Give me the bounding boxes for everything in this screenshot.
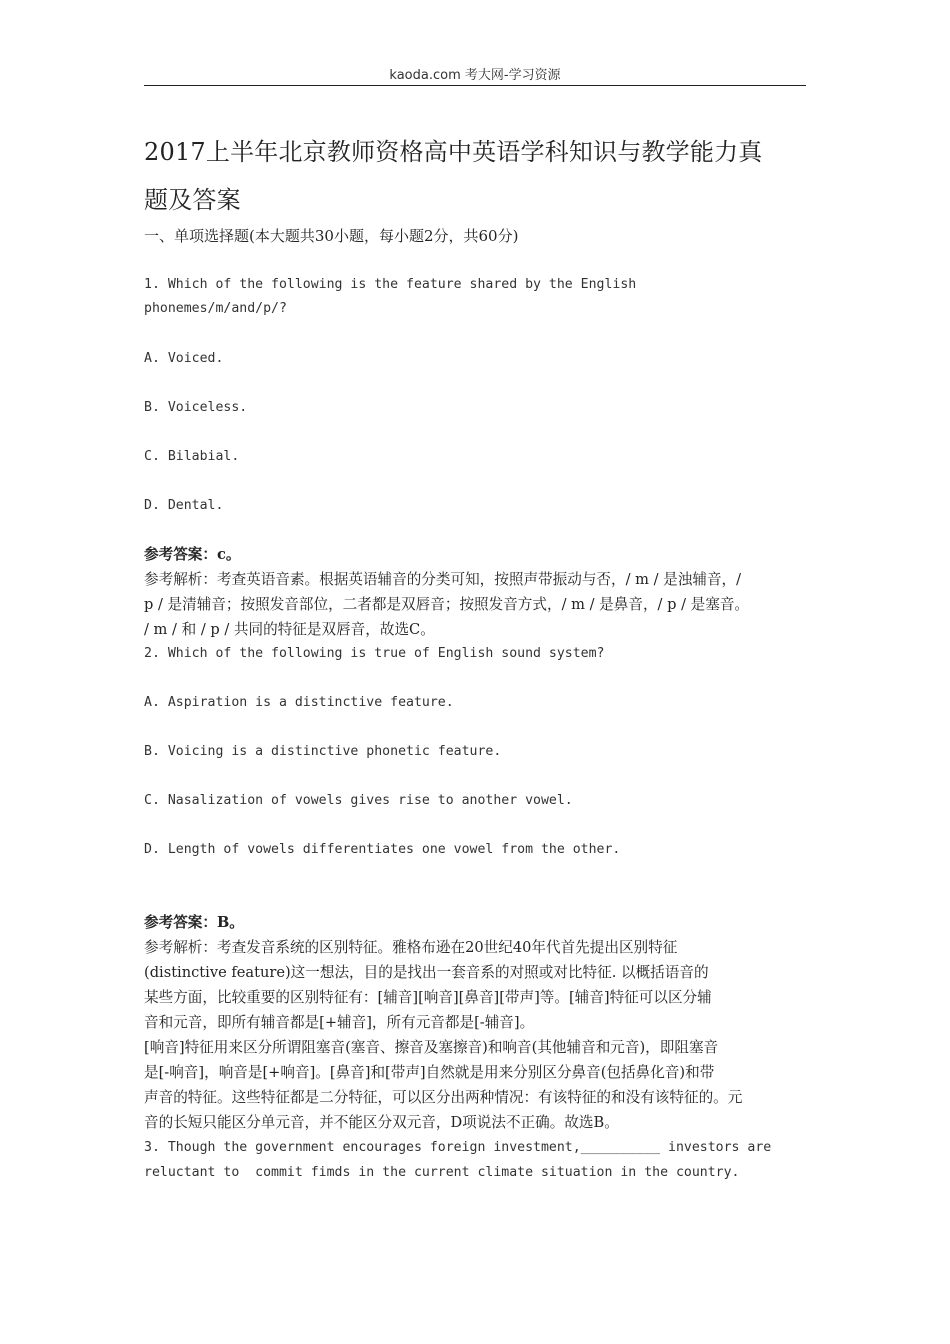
document-title	[144, 128, 806, 224]
q2-explanation-line-2: (distinctive feature)这一想法，目的是找出一套音系的对照或对比特征. 以概括语音的	[144, 964, 709, 981]
q1-option-d: D. Dental.	[144, 498, 224, 513]
q1-stem-line-2: phonemes/m/and/p/?	[144, 301, 287, 316]
q1-stem-line-1: 1. Which of the following is the feature shared by the English	[144, 277, 637, 292]
q2-answer: 参考答案：B。	[144, 914, 244, 931]
q2-explanation-line-1: 参考解析：考查发音系统的区别特征。雅格布逊在20世纪40年代首先提出区别特征	[144, 939, 678, 956]
q1-answer: 参考答案：c。	[144, 546, 241, 563]
q2-option-a: A. Aspiration is a distinctive feature.	[144, 695, 454, 710]
q2-explanation-line-4: 音和元音，即所有辅音都是[+辅音]，所有元音都是[-辅音]。	[144, 1014, 535, 1031]
q1-explanation-line-3: / m / 和 / p / 共同的特征是双唇音，故选C。	[144, 621, 435, 638]
q1-option-a: A. Voiced.	[144, 351, 224, 366]
title-line-2: 题及答案	[144, 186, 241, 214]
section-heading: 一、单项选择题(本大题共30小题，每小题2分，共60分)	[144, 227, 519, 245]
q1-explanation-line-1: 参考解析：考查英语音素。根据英语辅音的分类可知，按照声带振动与否，/ m / 是浊辅音，/	[144, 571, 742, 588]
title-line-1: 2017上半年北京教师资格高中英语学科知识与教学能力真	[144, 138, 763, 166]
q2-option-d: D. Length of vowels differentiates one vowel from the other.	[144, 842, 621, 857]
q1-option-b: B. Voiceless.	[144, 400, 248, 415]
q2-explanation-line-6: 是[-响音]，响音是[+响音]。[鼻音]和[带声]自然就是用来分别区分鼻音(包括鼻化音)和带	[144, 1064, 715, 1081]
q2-explanation-line-3: 某些方面，比较重要的区别特征有：[辅音][响音][鼻音][带声]等。[辅音]特征可以区分辅	[144, 989, 712, 1006]
page-header: kaoda.com 考大网-学习资源	[389, 68, 561, 83]
q3-stem-line-2: reluctant to commit fimds in the current climate situation in the country.	[144, 1165, 740, 1180]
q2-option-b: B. Voicing is a distinctive phonetic feature.	[144, 744, 502, 759]
q2-explanation-line-7: 声音的特征。这些特征都是二分特征，可以区分出两种情况：有该特征的和没有该特征的。元	[144, 1089, 743, 1106]
header-rule	[144, 85, 806, 86]
q2-stem: 2. Which of the following is true of English sound system?	[144, 646, 605, 661]
q2-option-c: C. Nasalization of vowels gives rise to another vowel.	[144, 793, 573, 808]
q3-stem-line-1: 3. Though the government encourages foreign investment,__________ investors are	[144, 1140, 772, 1155]
q1-explanation-line-2: p / 是清辅音；按照发音部位，二者都是双唇音；按照发音方式，/ m / 是鼻音，/ p / 是塞音。	[144, 596, 750, 613]
q2-explanation-line-5: [响音]特征用来区分所谓阻塞音(塞音、擦音及塞擦音)和响音(其他辅音和元音)，即阻塞音	[144, 1039, 719, 1056]
q1-option-c: C. Bilabial.	[144, 449, 240, 464]
q2-explanation-line-8: 音的长短只能区分单元音，并不能区分双元音，D项说法不正确。故选B。	[144, 1114, 619, 1131]
